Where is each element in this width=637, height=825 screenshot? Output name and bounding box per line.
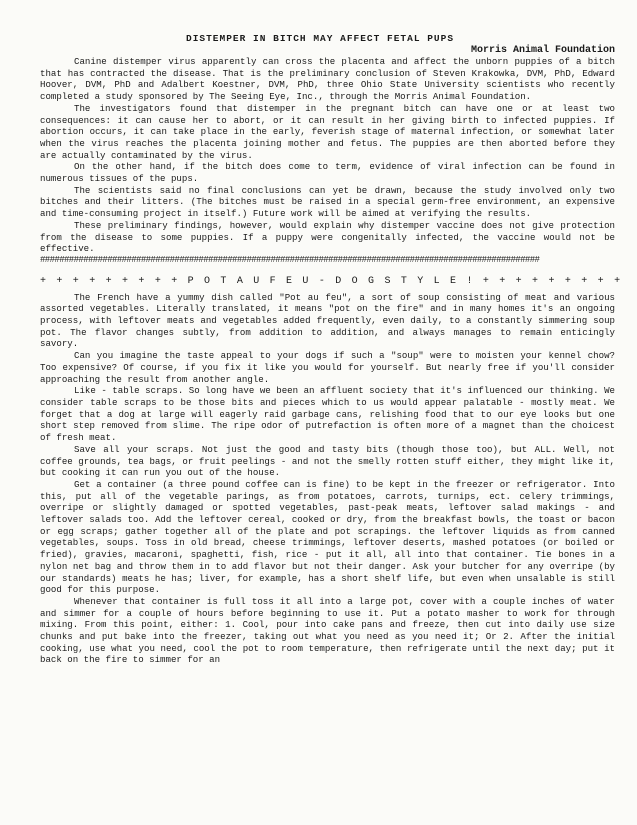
organization-name: Morris Animal Foundation xyxy=(470,45,615,56)
document-body xyxy=(40,56,623,666)
paragraph: Get a container (a three pound coffee can is fine) to be kept in the freezer or refrigerator. Into this, put all of the vegetable parings, as from potatoes, carrots, turnips, ect. celery trimmings, overripe or slightly damaged or spotted vegetables, past-peak meats, leftover salad makings - and leftover salads too. Add the leftover cereal, cooked or dry, from the breakfast bowls, the toast or bacon or egg scraps; gather together all of the plate and pot scrapings. the leftover liquids as from canned vegetables, soups. Toss in old bread, cheese trimmings, leftover deserts, mashed potatoes (or boiled or fried), gravies, macaroni, spaghetti, fish, rice - put it all, all into that container. Tie bones in a nylon net bag and throw them in to add flavor but not their danger. Ask your butcher for any overripe (by our standards) meats he has; liver, for example, has a short shelf life, but even when unsalable is still good for this purpose. xyxy=(40,478,615,596)
paragraph: The investigators found that distemper in the pregnant bitch can have one or at least two consequences: it can cause her to abort, or it can result in her giving birth to infected puppies. If abortion occurs, it can take place in the early, feverish stage of maternal infection, or somewhat later when the virus reaches the placenta joining mother and fetus. The puppies are then aborted before they are actually contaminated by the virus. xyxy=(40,102,615,161)
section-divider: ######################################################################################################## xyxy=(40,254,540,265)
paragraph: Whenever that container is full toss it all into a large pot, cover with a couple inches of water and simmer for a couple of hours before beginning to use it. Put a potato masher to work for through mixing. From this point, either: 1. Cool, pour into cake pans and freeze, then cut into daily use size chunks and put bake into the freezer, taking out what you need as you need it; Or 2. After the initial cooking, use what you need, cool the pot to room temperature, then refrigerate until the next day; put it back on the fire to simmer for an xyxy=(40,595,615,666)
paragraph: These preliminary findings, however, would explain why distemper vaccine does not give protection from the disease to some puppies. If a puppy were congenitally infected, the vaccine would not be effective. xyxy=(40,219,615,255)
paragraph: The French have a yummy dish called "Pot au feu", a sort of soup consisting of meat and various assorted vegetables. Literally translated, it means "pot on the fire" and in many homes it's an ongoing process, with leftover meats and vegetables added frequently, even daily, to a constantly simmering soup pot. The flavor changes subtly, from addition to addition, and always manages to remain enticingly savory. xyxy=(40,291,615,350)
paragraph: Canine distemper virus apparently can cross the placenta and affect the unborn puppies of a bitch that has contracted the disease. That is the preliminary conclusion of Steven Krakowka, DVM, PhD, Edward Hoover, DVM, PhD and Adalbert Koestner, DVM, PhD, three Ohio State University scientists who recently completed a study sponsored by The Seeing Eye, Inc., through the Morris Animal Foundation. xyxy=(40,56,615,103)
paragraph: On the other hand, if the bitch does come to term, evidence of viral infection can be found in numerous tissues of the pups. xyxy=(40,161,615,185)
paragraph: Like - table scraps. So long have we been an affluent society that it's influenced our thinking. We consider table scraps to be those bits and pieces which to us would appear palatable - mostly meat. We forget that a dog at large will eagerly raid garbage cans, relishing food that to our eye looks but one short step removed from slime. The ripe odor of putrefaction is often more of a magnet than the choicest of fresh meat. xyxy=(40,385,615,444)
paragraph: The scientists said no final conclusions can yet be drawn, because the study involved only two bitches and their litters. (The bitches must be raised in a special germ-free environment, an expensive and time-consuming project in itself.) Future work will be aimed at verifying the results. xyxy=(40,184,615,220)
paragraph: Save all your scraps. Not just the good and tasty bits (though those too), but ALL. Well, not coffee grounds, tea bags, or fruit peelings - and not the smelly rotten stuff either, they might like it, but cooking it can run you out of the house. xyxy=(40,443,615,479)
section-heading: + + + + + + + + + P O T A U F E U - D O G S T Y L E ! + + + + + + + + + xyxy=(40,275,623,287)
document-title: DISTEMPER IN BITCH MAY AFFECT FETAL PUPS xyxy=(186,33,455,44)
paragraph: Can you imagine the taste appeal to your dogs if such a "soup" were to moisten your kennel chow? Too expensive? Of course, if you fix it like you would for yourself. But nearly free if you'll consider approaching the result from another angle. xyxy=(40,350,615,385)
